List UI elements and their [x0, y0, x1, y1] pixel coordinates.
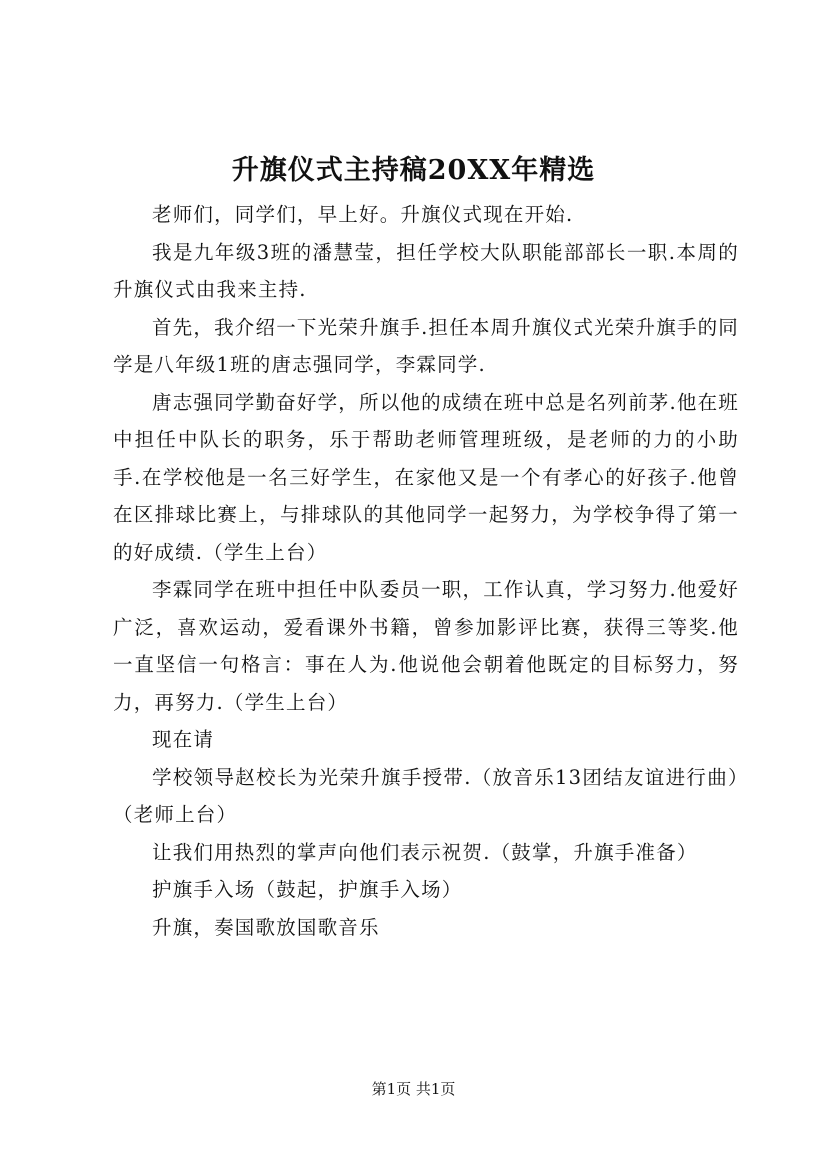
paragraph-sash-ceremony: 学校领导赵校长为光荣升旗手授带.（放音乐13团结友谊进行曲）（老师上台） [113, 765, 739, 826]
paragraph-anthem: 升旗，奏国歌放国歌音乐 [152, 915, 380, 939]
paragraph-invite: 现在请 [152, 728, 215, 751]
paragraph-flag-raisers-intro: 首先，我介绍一下光荣升旗手.担任本周升旗仪式光荣升旗手的同学是八年级1班的唐志强同学，李霖同学. [113, 315, 739, 376]
page-footer: 第1页 共1页 [371, 1080, 456, 1098]
paragraph-applause: 让我们用热烈的掌声向他们表示祝贺.（鼓掌，升旗手准备） [152, 840, 698, 864]
paragraph-student-two: 李霖同学在班中担任中队委员一职，工作认真，学习努力.他爱好广泛，喜欢运动，爱看课外书籍，曾参加影评比赛，获得三等奖.他一直坚信一句格言：事在人为.他说他会朝着他既定的目标努力，努力，再努力.（学生上台） [113, 578, 739, 714]
paragraph-guards-enter: 护旗手入场（鼓起，护旗手入场） [152, 878, 463, 901]
paragraph-student-one: 唐志强同学勤奋好学，所以他的成绩在班中总是名列前茅.他在班中担任中队长的职务，乐于帮助老师管理班级，是老师的力的小助手.在学校他是一名三好学生，在家他又是一个有孝心的好孩子.他曾在区排球比赛上，与排球队的其他同学一起努力，为学校争得了第一的好成绩.（学生上台） [113, 390, 739, 564]
document-body [113, 196, 739, 946]
document-title: 升旗仪式主持稿20XX年精选 [231, 155, 596, 186]
paragraph-greeting: 老师们，同学们，早上好。升旗仪式现在开始. [152, 203, 574, 226]
paragraph-host-intro: 我是九年级3班的潘慧莹，担任学校大队职能部部长一职.本周的升旗仪式由我来主持. [113, 240, 739, 301]
